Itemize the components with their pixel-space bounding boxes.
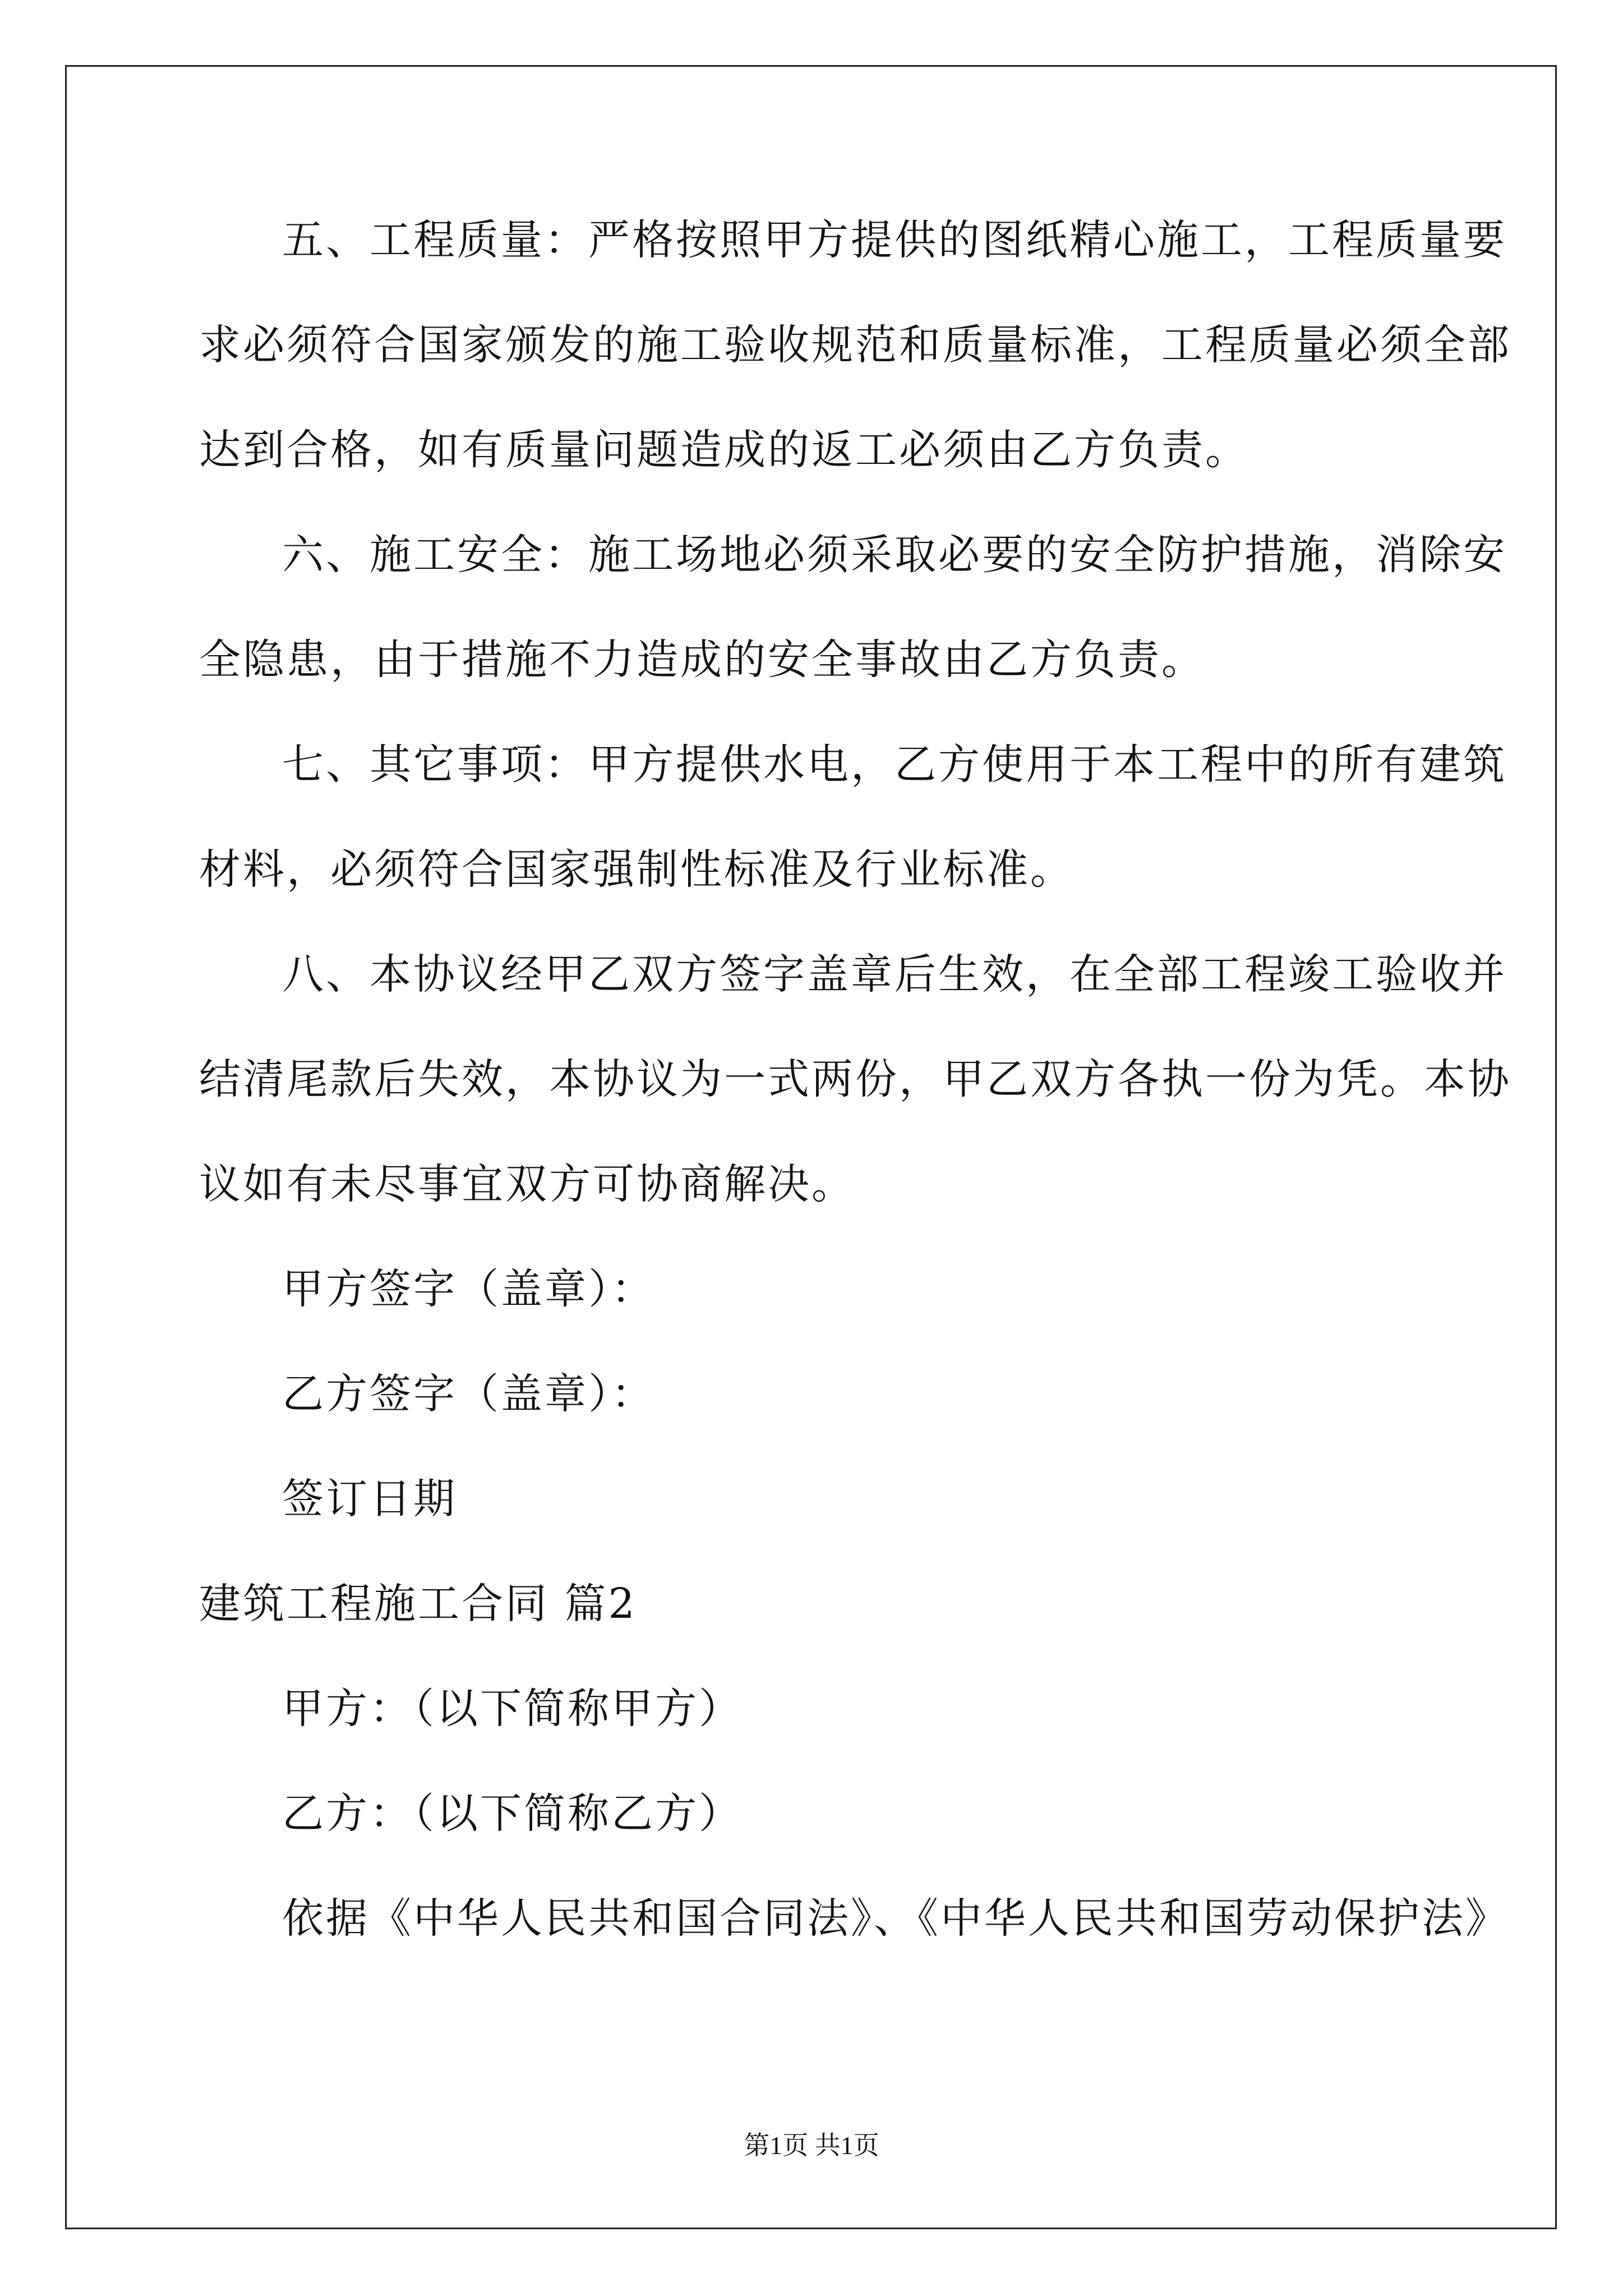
party-b-line: 乙方：（以下简称乙方） [282,1789,743,1838]
clause-8-line-1: 八、本协议经甲乙双方签字盖章后生效，在全部工程竣工验收并 [282,950,1507,999]
clause-7-line-2: 材料，必须符合国家强制性标准及行业标准。 [199,845,1074,894]
clause-5-line-3: 达到合格，如有质量问题造成的返工必须由乙方负责。 [199,426,1249,474]
party-b-signature: 乙方签字（盖章）： [282,1370,655,1418]
clause-8-line-3: 议如有未尽事宜双方可协商解决。 [199,1160,855,1208]
legal-basis-line: 依据《中华人民共和国合同法》、《中华人民共和国劳动保护法》 [282,1894,1509,1943]
party-a-signature: 甲方签字（盖章）： [282,1265,655,1313]
clause-5-line-2: 求必须符合国家颁发的施工验收规范和质量标准，工程质量必须全部 [199,321,1511,369]
section-title: 建筑工程施工合同 篇2 [199,1580,637,1628]
party-a-line: 甲方：（以下简称甲方） [282,1685,743,1733]
clause-6-line-1: 六、施工安全：施工场地必须采取必要的安全防护措施，消除安 [282,531,1507,579]
clause-5-line-1: 五、工程质量：严格按照甲方提供的图纸精心施工，工程质量要 [282,216,1507,264]
signing-date: 签订日期 [282,1475,457,1523]
clause-7-line-1: 七、其它事项：甲方提供水电，乙方使用于本工程中的所有建筑 [282,740,1507,789]
clause-6-line-2: 全隐患，由于措施不力造成的安全事故由乙方负责。 [199,636,1205,684]
clause-8-line-2: 结清尾款后失效，本协议为一式两份，甲乙双方各执一份为凭。本协 [199,1055,1511,1103]
page-number-footer: 第1页 共1页 [744,2131,879,2160]
